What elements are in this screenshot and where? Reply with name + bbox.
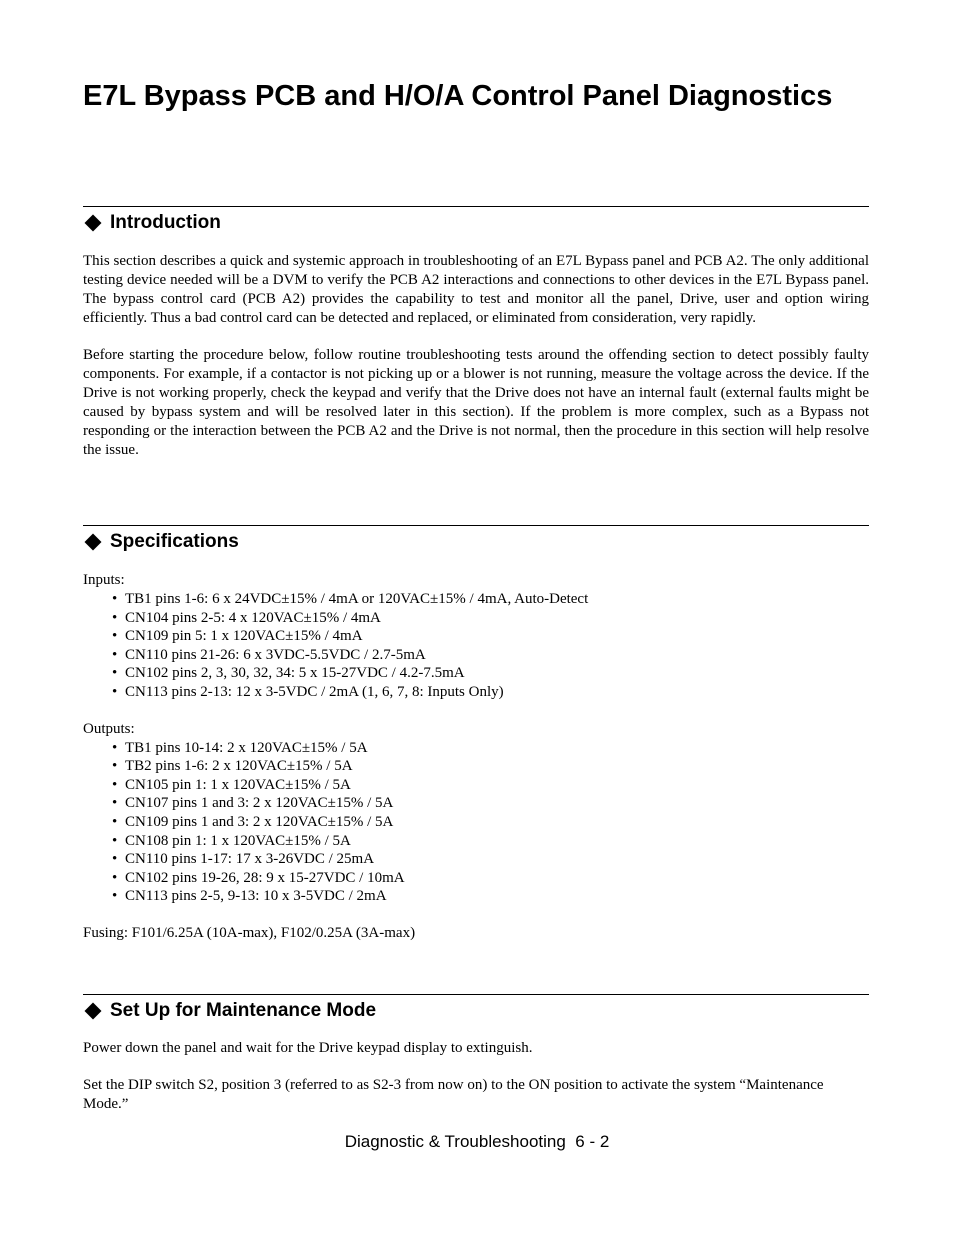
bullet-icon: •	[112, 795, 118, 812]
list-item: • CN113 pins 2-5, 9-13: 10 x 3-5VDC / 2mA	[112, 888, 387, 905]
bullet-icon: •	[112, 609, 118, 626]
section-heading-specifications	[83, 530, 869, 554]
diamond-bullet-icon	[85, 534, 102, 551]
list-item: • TB2 pins 1-6: 2 x 120VAC±15% / 5A	[112, 758, 353, 775]
section-heading-label: Set Up for Maintenance Mode	[110, 1000, 377, 1021]
inputs-label: Inputs:	[83, 572, 125, 588]
diamond-bullet-icon	[85, 215, 102, 232]
bullet-icon: •	[112, 832, 118, 849]
bullet-icon: •	[112, 869, 118, 886]
page-title: E7L Bypass PCB and H/O/A Control Panel Diagnostics	[83, 80, 833, 112]
bullet-icon: •	[112, 646, 118, 663]
specifications-section	[83, 525, 869, 943]
maintenance-paragraph-2: Set the DIP switch S2, position 3 (referred to as S2-3 from now on) to the ON position to activate the system “Maintenance Mode.”	[83, 1077, 824, 1112]
bullet-icon: •	[112, 591, 118, 607]
bullet-icon: •	[112, 851, 118, 868]
list-item: • CN110 pins 1-17: 17 x 3-26VDC / 25mA	[112, 851, 375, 868]
bullet-icon: •	[112, 739, 118, 756]
footer-text: Diagnostic & Troubleshooting 6 - 2	[344, 1132, 610, 1151]
section-heading-introduction	[83, 211, 869, 235]
bullet-icon: •	[112, 776, 118, 793]
page-footer	[0, 1131, 954, 1153]
inputs-list	[83, 590, 869, 702]
list-item: • TB1 pins 1-6: 6 x 24VDC±15% / 4mA or 120VAC±15% / 4mA, Auto-Detect	[112, 591, 589, 607]
bullet-icon: •	[112, 888, 118, 905]
section-heading-maintenance	[83, 999, 869, 1023]
bullet-icon: •	[112, 813, 118, 830]
bullet-icon: •	[112, 683, 118, 700]
list-item: • CN102 pins 19-26, 28: 9 x 15-27VDC / 10mA	[112, 869, 405, 886]
introduction-section	[83, 206, 869, 460]
list-item: • CN109 pin 5: 1 x 120VAC±15% / 4mA	[112, 628, 363, 645]
list-item: • CN105 pin 1: 1 x 120VAC±15% / 5A	[112, 776, 351, 793]
fusing-text: Fusing: F101/6.25A (10A-max), F102/0.25A (3A-max)	[83, 924, 416, 941]
list-item: • CN108 pin 1: 1 x 120VAC±15% / 5A	[112, 832, 351, 849]
list-item: • TB1 pins 10-14: 2 x 120VAC±15% / 5A	[112, 739, 368, 756]
document-page	[83, 0, 869, 1235]
diamond-bullet-icon	[85, 1003, 102, 1020]
maintenance-paragraph-1: Power down the panel and wait for the Drive keypad display to extinguish.	[83, 1040, 533, 1056]
list-item: • CN110 pins 21-26: 6 x 3VDC-5.5VDC / 2.7-5mA	[112, 646, 426, 663]
bullet-icon: •	[112, 758, 118, 775]
bullet-icon: •	[112, 628, 118, 645]
maintenance-section	[83, 994, 869, 1114]
list-item: • CN104 pins 2-5: 4 x 120VAC±15% / 4mA	[112, 609, 381, 626]
list-item: • CN113 pins 2-13: 12 x 3-5VDC / 2mA (1, 6, 7, 8: Inputs Only)	[112, 683, 504, 700]
section-divider	[83, 994, 869, 995]
section-heading-label: Introduction	[110, 212, 221, 233]
list-item: • CN109 pins 1 and 3: 2 x 120VAC±15% / 5A	[112, 813, 394, 830]
list-item: • CN102 pins 2, 3, 30, 32, 34: 5 x 15-27VDC / 4.2-7.5mA	[112, 665, 465, 682]
outputs-label: Outputs:	[83, 720, 135, 737]
section-heading-label: Specifications	[110, 531, 239, 552]
bullet-icon: •	[112, 665, 118, 682]
section-divider	[83, 206, 869, 207]
list-item: • CN107 pins 1 and 3: 2 x 120VAC±15% / 5A	[112, 795, 394, 812]
outputs-list	[83, 739, 869, 906]
intro-paragraph-1: This section describes a quick and systemic approach in troubleshooting of an E7L Bypass panel and PCB A2. The only additional testing device needed will be a DVM to verify the PCB A2 interactions and connections to other devices in the E7L Bypass panel. The bypass control card (PCB A2) provides the capability to test and monitor all the panel, Drive, user and option wiring efficiently. Thus a bad control card can be detected and replaced, or eliminated from consideration, very rapidly.	[83, 253, 869, 326]
intro-paragraph-2: Before starting the procedure below, follow routine troubleshooting tests around the offending section to detect possibly faulty components. For example, if a contactor is not picking up or a blower is not running, measure the voltage across the device. If the Drive is not working properly, check the keypad and verify that the Drive does not have an internal fault (external faults might be caused by bypass system and will be resolved later in this section). If the problem is more complex, such as a Bypass not responding or the interaction between the PCB A2 and the Drive is not normal, then the procedure in this section will help resolve the issue.	[83, 347, 869, 458]
section-divider	[83, 525, 869, 526]
